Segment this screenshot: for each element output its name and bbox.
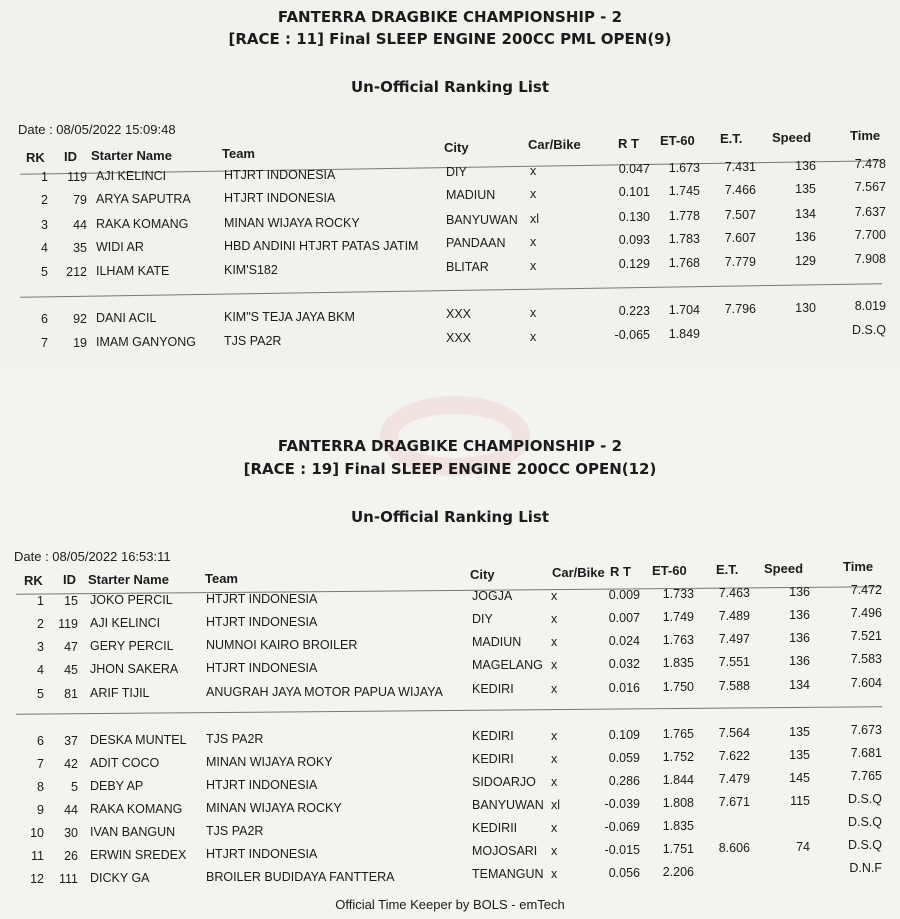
cell-cb: x bbox=[551, 635, 558, 649]
cell-name: ARIF TIJIL bbox=[90, 686, 150, 700]
cell-time: D.S.Q bbox=[847, 792, 882, 806]
cell-city: XXX bbox=[446, 331, 472, 345]
cell-time: 7.765 bbox=[850, 769, 882, 783]
table-row bbox=[0, 838, 900, 869]
cell-et60: 1.783 bbox=[668, 232, 700, 246]
cell-time: 7.700 bbox=[854, 228, 886, 242]
cell-cb: x bbox=[551, 775, 558, 789]
col-city: City bbox=[470, 567, 495, 582]
cell-city: MADIUN bbox=[472, 635, 522, 649]
cell-time: 7.908 bbox=[854, 252, 886, 266]
cell-rk: 3 bbox=[37, 640, 44, 654]
cell-cb: x bbox=[530, 259, 537, 273]
cell-name: AJI KELINCI bbox=[90, 616, 161, 630]
cell-et60: 1.733 bbox=[662, 587, 694, 601]
cell-speed: 136 bbox=[789, 631, 810, 645]
col-time: Time bbox=[843, 559, 874, 574]
cell-et60: 1.765 bbox=[662, 727, 694, 741]
cell-time: 7.567 bbox=[854, 180, 886, 194]
cell-rt: 0.101 bbox=[618, 185, 650, 199]
cell-city: TEMANGUN bbox=[472, 867, 544, 881]
cell-name: ILHAM KATE bbox=[96, 264, 170, 278]
cell-id: 5 bbox=[71, 780, 78, 794]
cell-team: MINAN WIJAYA ROKY bbox=[206, 755, 333, 769]
col-city: City bbox=[444, 140, 469, 155]
cell-cb: x bbox=[551, 729, 558, 743]
cell-cb: x bbox=[530, 164, 537, 178]
cell-et60: 1.763 bbox=[662, 633, 694, 647]
col-id: ID bbox=[64, 149, 77, 164]
cell-rk: 3 bbox=[41, 218, 48, 232]
cell-rt: 0.024 bbox=[608, 634, 640, 648]
cell-city: BANYUWAN bbox=[446, 213, 518, 227]
table-row bbox=[0, 205, 900, 238]
cell-time: 7.478 bbox=[854, 157, 886, 171]
cell-rt: 0.056 bbox=[608, 866, 640, 880]
race-title: [RACE : 19] Final SLEEP ENGINE 200CC OPEN(12) bbox=[243, 460, 657, 478]
table-row bbox=[0, 815, 900, 846]
col-et60: ET-60 bbox=[660, 133, 695, 148]
cell-name: RAKA KOMANG bbox=[96, 217, 189, 231]
cell-et60: 1.768 bbox=[668, 256, 700, 270]
cell-id: 212 bbox=[66, 265, 87, 279]
cell-cb: x bbox=[530, 306, 537, 320]
table-row bbox=[0, 228, 900, 261]
cell-et: 7.551 bbox=[718, 655, 750, 669]
table-row bbox=[0, 652, 900, 683]
cell-id: 111 bbox=[58, 872, 78, 886]
cell-name: ARYA SAPUTRA bbox=[96, 192, 191, 206]
cell-time: D.S.Q bbox=[847, 815, 882, 829]
cell-name: IVAN BANGUN bbox=[90, 825, 176, 839]
table-row bbox=[0, 746, 900, 777]
cell-et60: 1.752 bbox=[662, 750, 694, 764]
cell-et60: 1.849 bbox=[668, 327, 700, 341]
cell-name: WIDI AR bbox=[96, 240, 144, 254]
cell-id: 79 bbox=[73, 193, 87, 207]
cell-team: MINAN WIJAYA ROCKY bbox=[224, 216, 360, 230]
cell-id: 19 bbox=[73, 336, 87, 350]
table-row bbox=[0, 676, 900, 707]
cell-time: 7.496 bbox=[850, 606, 882, 620]
cell-et60: 1.778 bbox=[668, 209, 700, 223]
cell-id: 30 bbox=[64, 826, 78, 840]
col-time: Time bbox=[850, 128, 881, 143]
cell-city: SIDOARJO bbox=[472, 775, 536, 789]
cell-et: 7.588 bbox=[718, 679, 750, 693]
cell-city: KEDIRI bbox=[472, 752, 514, 766]
cell-team: HTJRT INDONESIA bbox=[206, 592, 318, 606]
table-row bbox=[0, 792, 900, 823]
cell-et60: 1.835 bbox=[662, 656, 694, 670]
cell-rt: 0.016 bbox=[608, 681, 640, 695]
cell-et60: 1.751 bbox=[662, 842, 694, 856]
cell-city: KEDIRII bbox=[472, 821, 518, 835]
cell-rk: 10 bbox=[30, 826, 44, 840]
cell-et60: 1.808 bbox=[662, 796, 694, 810]
cell-et: 7.463 bbox=[718, 586, 750, 600]
cell-et: 7.497 bbox=[718, 632, 750, 646]
cell-rt: 0.009 bbox=[608, 588, 640, 602]
cell-team: NUMNOI KAIRO BROILER bbox=[206, 638, 358, 652]
cell-speed: 135 bbox=[795, 182, 816, 196]
cell-et: 7.622 bbox=[718, 749, 750, 763]
cell-name: RAKA KOMANG bbox=[90, 802, 183, 816]
cell-id: 42 bbox=[64, 757, 78, 771]
cell-cb: xl bbox=[530, 212, 540, 226]
cell-team: HBD ANDINI HTJRT PATAS JATIM bbox=[224, 239, 419, 253]
cell-team: TJS PA2R bbox=[224, 334, 282, 348]
list-title: Un-Official Ranking List bbox=[351, 508, 549, 526]
cell-rk: 11 bbox=[31, 849, 44, 863]
cell-et: 7.479 bbox=[718, 772, 750, 786]
cell-rt: 0.047 bbox=[618, 162, 650, 176]
cell-rt: -0.039 bbox=[604, 797, 640, 811]
cell-cb: x bbox=[530, 187, 537, 201]
cell-team: HTJRT INDONESIA bbox=[206, 615, 318, 629]
cell-city: BLITAR bbox=[446, 260, 489, 274]
cell-name: DANI ACIL bbox=[96, 311, 157, 325]
cell-team: HTJRT INDONESIA bbox=[206, 661, 318, 675]
cell-city: MADIUN bbox=[446, 188, 496, 202]
cell-team: HTJRT INDONESIA bbox=[224, 191, 336, 205]
col-id: ID bbox=[63, 572, 76, 587]
cell-name: DICKY GA bbox=[90, 871, 150, 885]
cell-et60: 1.844 bbox=[662, 773, 694, 787]
cell-et60: 2.206 bbox=[662, 865, 694, 879]
cell-rk: 5 bbox=[37, 687, 44, 701]
cell-et: 7.796 bbox=[724, 302, 756, 316]
cell-name: DESKA MUNTEL bbox=[90, 733, 187, 747]
footer-timekeeper: Official Time Keeper by BOLS - emTech bbox=[335, 897, 565, 912]
race-title: [RACE : 11] Final SLEEP ENGINE 200CC PML OPEN(9) bbox=[228, 30, 672, 48]
cell-et60: 1.749 bbox=[662, 610, 694, 624]
table-row bbox=[0, 323, 900, 356]
cell-rk: 6 bbox=[37, 734, 44, 748]
col-rk: RK bbox=[24, 573, 43, 588]
cell-et60: 1.673 bbox=[668, 161, 700, 175]
cell-rk: 1 bbox=[41, 170, 48, 184]
cell-team: MINAN WIJAYA ROCKY bbox=[206, 801, 342, 815]
cell-cb: x bbox=[551, 682, 558, 696]
cell-team: HTJRT INDONESIA bbox=[206, 847, 318, 861]
cell-speed: 130 bbox=[795, 301, 816, 315]
cell-city: JOGJA bbox=[472, 589, 513, 603]
cell-speed: 136 bbox=[795, 159, 816, 173]
cell-city: KEDIRI bbox=[472, 729, 514, 743]
col-speed: Speed bbox=[764, 561, 804, 576]
championship-title: FANTERRA DRAGBIKE CHAMPIONSHIP - 2 bbox=[277, 8, 623, 26]
cell-rk: 1 bbox=[37, 594, 44, 608]
cell-rt: -0.069 bbox=[604, 820, 640, 834]
cell-city: XXX bbox=[446, 307, 472, 321]
col-rt: R T bbox=[610, 564, 631, 579]
cell-speed: 136 bbox=[789, 585, 810, 599]
cell-city: PANDAAN bbox=[446, 236, 506, 250]
cell-team: ANUGRAH JAYA MOTOR PAPUA WIJAYA bbox=[206, 685, 443, 699]
col-et60: ET-60 bbox=[652, 563, 687, 578]
cell-id: 35 bbox=[73, 241, 87, 255]
col-rk: RK bbox=[26, 150, 45, 165]
cell-name: IMAM GANYONG bbox=[96, 335, 197, 349]
cell-id: 92 bbox=[73, 312, 87, 326]
cell-speed: 115 bbox=[790, 794, 810, 808]
cell-time: 7.673 bbox=[850, 723, 882, 737]
cell-speed: 134 bbox=[795, 207, 816, 221]
table-row bbox=[0, 299, 900, 332]
cell-team: TJS PA2R bbox=[206, 824, 264, 838]
section-divider bbox=[20, 283, 882, 298]
cell-team: HTJRT INDONESIA bbox=[206, 778, 318, 792]
cell-time: D.N.F bbox=[849, 861, 882, 875]
cell-rt: -0.015 bbox=[604, 843, 640, 857]
cell-et: 7.507 bbox=[724, 208, 756, 222]
cell-city: DIY bbox=[446, 165, 467, 179]
cell-speed: 135 bbox=[789, 725, 810, 739]
cell-name: ADIT COCO bbox=[90, 756, 160, 770]
cell-name: AJI KELINCI bbox=[96, 169, 167, 183]
cell-speed: 129 bbox=[795, 254, 816, 268]
cell-cb: x bbox=[551, 867, 558, 881]
cell-rk: 2 bbox=[41, 193, 48, 207]
cell-name: DEBY AP bbox=[90, 779, 144, 793]
table-row bbox=[0, 723, 900, 754]
cell-cb: x bbox=[551, 612, 558, 626]
cell-city: KEDIRI bbox=[472, 682, 514, 696]
table-row bbox=[0, 769, 900, 800]
race-date: Date : 08/05/2022 16:53:11 bbox=[14, 549, 171, 564]
col-carbike: Car/Bike bbox=[552, 565, 605, 580]
col-rt: R T bbox=[618, 136, 639, 151]
col-et: E.T. bbox=[720, 131, 743, 146]
cell-id: 44 bbox=[73, 218, 87, 232]
cell-rt: 0.130 bbox=[618, 210, 650, 224]
col-starter-name: Starter Name bbox=[88, 572, 169, 587]
cell-city: MAGELANG bbox=[472, 658, 543, 672]
table-row bbox=[0, 252, 900, 285]
col-et: E.T. bbox=[716, 562, 739, 577]
cell-cb: x bbox=[551, 821, 558, 835]
championship-title: FANTERRA DRAGBIKE CHAMPIONSHIP - 2 bbox=[277, 437, 623, 455]
cell-rk: 4 bbox=[41, 241, 48, 255]
cell-team: KIM'S182 bbox=[224, 263, 278, 277]
cell-et: 7.431 bbox=[724, 160, 756, 174]
cell-id: 119 bbox=[58, 617, 78, 631]
cell-id: 119 bbox=[67, 170, 87, 184]
col-carbike: Car/Bike bbox=[528, 137, 581, 152]
cell-id: 15 bbox=[64, 594, 78, 608]
cell-time: 7.521 bbox=[850, 629, 882, 643]
cell-speed: 136 bbox=[789, 654, 810, 668]
cell-cb: x bbox=[530, 330, 537, 344]
cell-et: 7.779 bbox=[724, 255, 756, 269]
cell-rk: 4 bbox=[37, 663, 44, 677]
cell-id: 26 bbox=[64, 849, 78, 863]
cell-cb: x bbox=[551, 844, 558, 858]
cell-name: ERWIN SREDEX bbox=[90, 848, 187, 862]
cell-rk: 7 bbox=[41, 336, 48, 350]
table-row bbox=[0, 861, 900, 892]
cell-rt: 0.223 bbox=[618, 304, 650, 318]
col-speed: Speed bbox=[772, 130, 812, 145]
cell-city: BANYUWAN bbox=[472, 798, 544, 812]
cell-id: 37 bbox=[64, 734, 78, 748]
list-title: Un-Official Ranking List bbox=[351, 78, 549, 96]
cell-rk: 2 bbox=[37, 617, 44, 631]
table-row bbox=[0, 629, 900, 660]
cell-rt: 0.059 bbox=[608, 751, 640, 765]
cell-rt: 0.032 bbox=[608, 657, 640, 671]
cell-speed: 136 bbox=[795, 230, 816, 244]
cell-speed: 134 bbox=[789, 678, 810, 692]
cell-time: 7.583 bbox=[850, 652, 882, 666]
cell-city: DIY bbox=[472, 612, 493, 626]
ranking-sheet-race-11 bbox=[0, 0, 900, 368]
cell-speed: 145 bbox=[789, 771, 810, 785]
cell-time: D.S.Q bbox=[851, 323, 886, 337]
cell-id: 44 bbox=[64, 803, 78, 817]
cell-name: JHON SAKERA bbox=[90, 662, 179, 676]
col-starter-name: Starter Name bbox=[91, 148, 172, 163]
cell-name: GERY PERCIL bbox=[90, 639, 174, 653]
cell-speed: 74 bbox=[796, 840, 810, 854]
cell-time: D.S.Q bbox=[847, 838, 882, 852]
cell-rk: 6 bbox=[41, 312, 48, 326]
cell-time: 7.604 bbox=[850, 676, 882, 690]
race-date: Date : 08/05/2022 15:09:48 bbox=[18, 122, 176, 137]
cell-rk: 7 bbox=[37, 757, 44, 771]
cell-city: MOJOSARI bbox=[472, 844, 538, 858]
cell-rt: 0.093 bbox=[618, 233, 650, 247]
table-row bbox=[0, 180, 900, 213]
cell-et: 7.466 bbox=[724, 183, 756, 197]
cell-name: JOKO PERCIL bbox=[90, 593, 173, 607]
cell-team: KIM"S TEJA JAYA BKM bbox=[224, 310, 355, 324]
cell-et: 7.489 bbox=[718, 609, 750, 623]
cell-rk: 8 bbox=[37, 780, 44, 794]
cell-rt: 0.129 bbox=[618, 257, 650, 271]
cell-speed: 135 bbox=[789, 748, 810, 762]
table-row bbox=[0, 606, 900, 637]
cell-rk: 5 bbox=[41, 265, 48, 279]
ranking-sheet-race-19 bbox=[0, 368, 900, 919]
cell-et60: 1.745 bbox=[668, 184, 700, 198]
cell-cb: x bbox=[551, 658, 558, 672]
cell-et: 7.671 bbox=[718, 795, 750, 809]
cell-cb: xl bbox=[551, 798, 561, 812]
cell-rt: 0.286 bbox=[608, 774, 640, 788]
cell-rt: -0.065 bbox=[614, 328, 650, 342]
table-row bbox=[0, 583, 900, 614]
cell-et: 7.607 bbox=[724, 231, 756, 245]
cell-rt: 0.007 bbox=[608, 611, 640, 625]
col-team: Team bbox=[205, 571, 238, 586]
cell-id: 47 bbox=[64, 640, 78, 654]
cell-team: TJS PA2R bbox=[206, 732, 264, 746]
cell-cb: x bbox=[551, 589, 558, 603]
col-team: Team bbox=[222, 146, 255, 161]
cell-time: 7.681 bbox=[850, 746, 882, 760]
cell-team: BROILER BUDIDAYA FANTTERA bbox=[206, 870, 395, 884]
cell-cb: x bbox=[551, 752, 558, 766]
cell-et: 7.564 bbox=[718, 726, 750, 740]
cell-rk: 9 bbox=[37, 803, 44, 817]
cell-et: 8.606 bbox=[718, 841, 750, 855]
cell-et60: 1.704 bbox=[668, 303, 700, 317]
cell-time: 8.019 bbox=[854, 299, 886, 313]
cell-team: HTJRT INDONESIA bbox=[224, 168, 336, 182]
cell-id: 45 bbox=[64, 663, 78, 677]
cell-et60: 1.835 bbox=[662, 819, 694, 833]
section-divider bbox=[16, 706, 882, 715]
cell-time: 7.472 bbox=[850, 583, 882, 597]
cell-id: 81 bbox=[64, 687, 78, 701]
cell-time: 7.637 bbox=[854, 205, 886, 219]
cell-speed: 136 bbox=[789, 608, 810, 622]
cell-rk: 12 bbox=[30, 872, 44, 886]
cell-et60: 1.750 bbox=[662, 680, 694, 694]
cell-rt: 0.109 bbox=[608, 728, 640, 742]
cell-cb: x bbox=[530, 235, 537, 249]
